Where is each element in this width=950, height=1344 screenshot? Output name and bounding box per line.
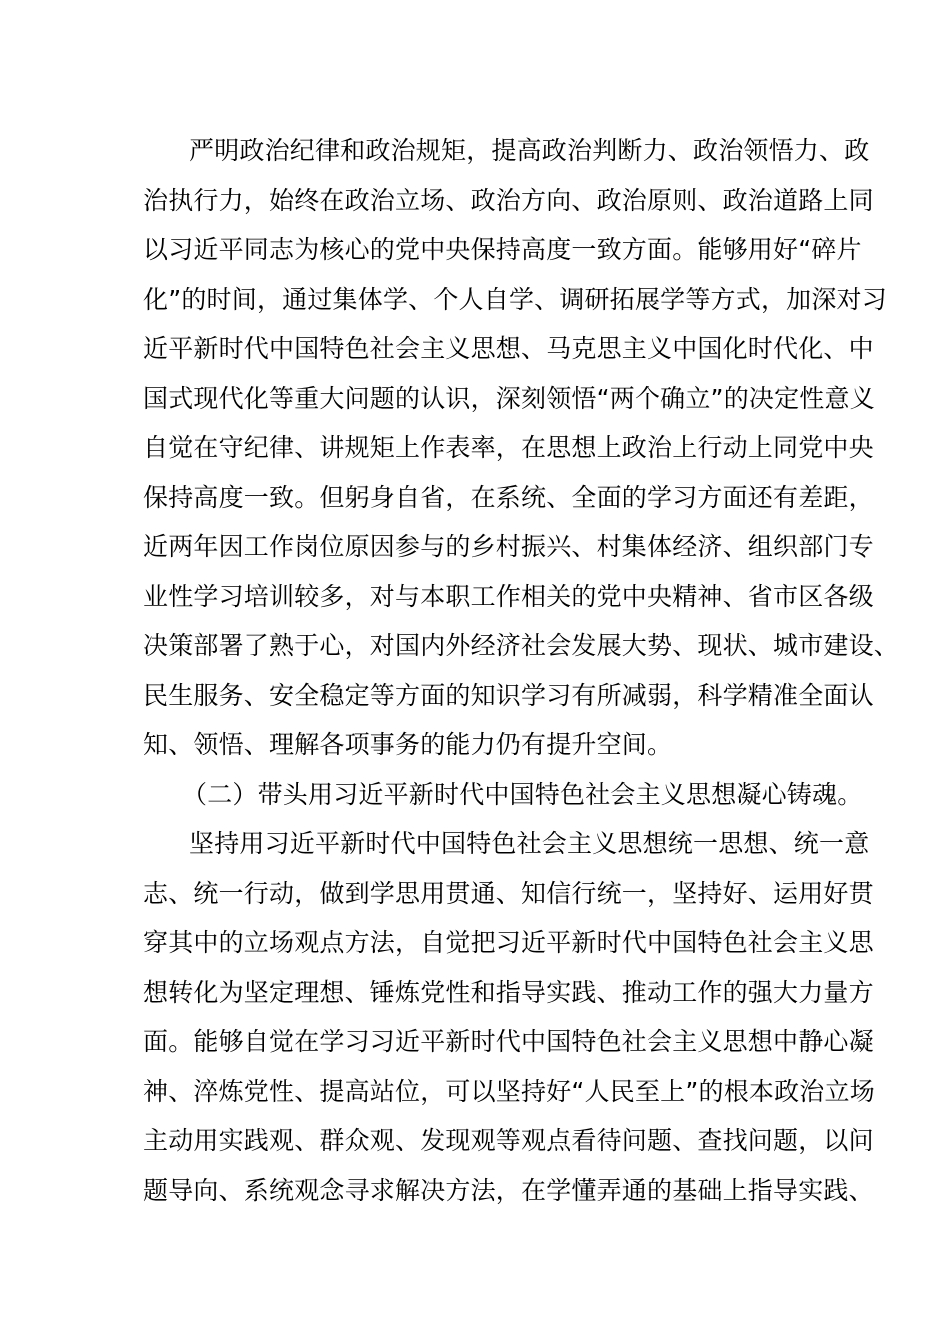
text-line-13: 知、领悟、理解各项事务的能力仍有提升空间。 xyxy=(143,730,673,759)
text-line-22: 题导向、系统观念寻求解决方法，在学懂弄通的基础上指导实践、 xyxy=(143,1176,874,1205)
text-line-17: 穿其中的立场观点方法，自觉把习近平新时代中国特色社会主义思 xyxy=(143,928,874,957)
text-line-16: 志、统一行动，做到学思用贯通、知信行统一，坚持好、运用好贯 xyxy=(143,879,874,908)
text-line-8: 保持高度一致。但躬身自省，在系统、全面的学习方面还有差距， xyxy=(143,483,874,512)
text-line-2: 治执行力，始终在政治立场、政治方向、政治原则、政治道路上同 xyxy=(143,186,874,215)
text-line-3: 以习近平同志为核心的党中央保持高度一致方面。能够用好“碎片 xyxy=(143,235,862,264)
text-line-12: 民生服务、安全稳定等方面的知识学习有所减弱，科学精准全面认 xyxy=(143,681,874,710)
text-line-4: 化”的时间，通过集体学、个人自学、调研拓展学等方式，加深对习 xyxy=(143,285,887,314)
text-line-15: 坚持用习近平新时代中国特色社会主义思想统一思想、统一意 xyxy=(189,829,870,858)
text-line-18: 想转化为坚定理想、锤炼党性和指导实践、推动工作的强大力量方 xyxy=(143,978,874,1007)
text-line-19: 面。能够自觉在学习习近平新时代中国特色社会主义思想中静心凝 xyxy=(143,1027,874,1056)
section-heading: （二）带头用习近平新时代中国特色社会主义思想凝心铸魂。 xyxy=(182,780,863,809)
text-line-6: 国式现代化等重大问题的认识，深刻领悟“两个确立”的决定性意义 xyxy=(143,384,875,413)
text-line-9: 近两年因工作岗位原因参与的乡村振兴、村集体经济、组织部门专 xyxy=(143,532,874,561)
text-line-7: 自觉在守纪律、讲规矩上作表率，在思想上政治上行动上同党中央 xyxy=(143,433,874,462)
text-line-11: 决策部署了熟于心，对国内外经济社会发展大势、现状、城市建设、 xyxy=(143,631,900,660)
text-line-10: 业性学习培训较多，对与本职工作相关的党中央精神、省市区各级 xyxy=(143,582,874,611)
text-line-1: 严明政治纪律和政治规矩，提高政治判断力、政治领悟力、政 xyxy=(189,136,870,165)
text-line-21: 主动用实践观、群众观、发现观等观点看待问题、查找问题，以问 xyxy=(143,1126,874,1155)
text-line-5: 近平新时代中国特色社会主义思想、马克思主义中国化时代化、中 xyxy=(143,334,874,363)
text-line-20: 神、淬炼党性、提高站位，可以坚持好“人民至上”的根本政治立场 xyxy=(143,1077,875,1106)
